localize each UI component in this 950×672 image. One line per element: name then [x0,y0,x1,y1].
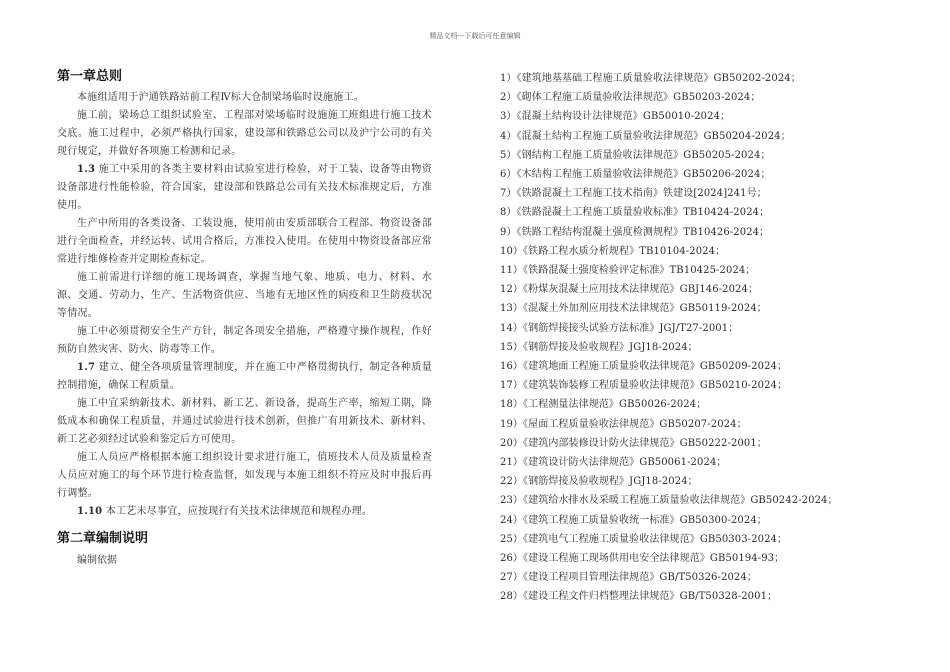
reference-item: 10）《铁路工程水质分析规程》TB10104-2024； [500,245,726,257]
paragraph [57,269,432,323]
section-number: 1.7 [77,362,96,373]
paragraph-text: 施工中采用的各类主要材料由试验室进行检验，对于工装、设备等由物资设备部进行性能检验，符合国家，建设部和铁路总公司有关技术标准规定后，方准使用。 [57,164,432,211]
reference-item: 4）《混凝土结构工程施工质量验收法律规范》GB50204-2024； [500,130,791,142]
reference-item: 18）《工程测量法律规范》GB50026-2024； [500,399,707,411]
reference-item: 9）《铁路工程结构混凝土强度检测规程》TB10426-2024； [500,226,770,238]
paragraph [57,215,432,269]
paragraph-text: 施工中必须贯彻安全生产方针，制定各项安全措施，严格遵守操作规程，作好预防自然灾害、防火、防毒等工作。 [57,326,432,355]
reference-item: 28）《建设工程文件归档整理法律规范》GB/T50328-2001； [500,591,778,603]
reference-item: 15）《钢筋焊接及验收规程》JGJ18-2024； [500,341,698,353]
left-column [57,68,432,570]
reference-item: 21）《建筑设计防火法律规范》GB50061-2024； [500,457,727,469]
reference-item: 7）《铁路混凝土工程施工技术指南》铁建设[2024]241号； [500,188,767,200]
reference-item: 19）《屋面工程质量验收法律规范》GB50207-2024； [500,418,747,430]
paragraph-text: 生产中所用的各类设备、工装设施，使用前由安质部联合工程部、物资设备部进行全面检查，并经运转、试用合格后，方准投入使用。在使用中物资设备部应常常进行维修检查并定期检查标定。 [57,218,432,265]
page-header: 精品文档---下载后可任意编辑 [429,32,521,40]
paragraph [57,323,432,359]
paragraph-text: 施工前需进行详细的施工现场调查，掌握当地气象、地质、电力、材料、水源、交通、劳动力、生产、生活物资供应、当地有无地区性的病疫和卫生防疫状况等情况。 [57,272,432,319]
reference-item: 24）《建筑工程施工质量验收统一标准》GB50300-2024； [500,514,767,526]
paragraph-text: 施工中宜采纳新技术、新材料、新工艺、新设备，提高生产率，缩短工期，降低成本和确保工程质量，并通过试验进行技术创新，但推广有用新技术、新材料、新工艺必须经过试验和鉴定后方可使用。 [57,398,432,445]
paragraph [57,161,432,215]
reference-item: 26）《建设工程施工现场供用电安全法律规范》GB50194-93； [500,553,785,565]
paragraph-text: 施工人员应严格根据本施工组织设计要求进行施工，值班技术人员及质量检查人员应对施工的每个环节进行检查监督，如发现与本施工组织不符应及时申报后再行调整。 [57,452,432,499]
reference-item: 14）《钢筋焊接接头试验方法标准》JGJ/T27-2001； [500,322,739,334]
chapter-1-title: 第一章总则 [57,69,123,84]
reference-item: 2）《砌体工程施工质量验收法律规范》GB50203-2024； [500,92,761,104]
reference-item: 12）《粉煤灰混凝土应用技术法律规范》GBJ146-2024； [500,284,759,296]
paragraph-text: 建立、健全各项质量管理制度，并在施工中严格贯彻执行，制定各种质量控制措施，确保工程质量。 [57,362,432,391]
paragraph [57,503,432,521]
reference-item: 13）《混凝土外加剂应用技术法律规范》GB50119-2024； [500,303,767,315]
paragraph [57,395,432,449]
reference-item: 17）《建筑装饰装修工程质量验收法律规范》GB50210-2024； [500,380,788,392]
chapter-2-title: 第二章编制说明 [57,531,149,546]
paragraph-text: 施工前，梁场总工组织试验室、工程部对梁场临时设施施工班组进行施工技术交底。施工过程中，必须严格执行国家，建设部和铁路总公司以及沪宁公司的有关现行规定，并做好各项施工检测和记录。 [57,110,432,157]
chapter-1-body [57,89,432,521]
paragraph [57,89,432,107]
reference-item: 8）《铁路混凝土工程施工质量验收标准》TB10424-2024； [500,207,770,219]
reference-list [500,69,920,607]
reference-item: 25）《建筑电气工程施工质量验收法律规范》GB50303-2024； [500,533,788,545]
paragraph [57,107,432,161]
reference-item: 11）《铁路混凝土强度检验评定标准》TB10425-2024； [500,265,756,277]
section-number: 1.3 [77,164,96,175]
paragraph [57,449,432,503]
reference-item: 27）《建设工程项目管理法律规范》GB/T50326-2024； [500,572,757,584]
reference-item: 5）《钢结构工程施工质量验收法律规范》GB50205-2024； [500,149,771,161]
reference-item: 23）《建筑给水排水及采暖工程施工质量验收法律规范》GB50242-2024； [500,495,838,507]
compilation-basis-label: 编制依据 [77,555,117,566]
section-number: 1.10 [77,506,103,517]
reference-item: 1）《建筑地基基础工程施工质量验收法律规范》GB50202-2024； [500,73,801,84]
reference-item: 20）《建筑内部装修设计防火法律规范》GB50222-2001； [500,437,767,449]
reference-item: 16）《建筑地面工程施工质量验收法律规范》GB50209-2024； [500,361,788,373]
paragraph-text: 本施组适用于沪通铁路站前工程Ⅳ标大仓制梁场临时设施施工。 [77,92,364,103]
reference-item: 3）《混凝土结构设计法律规范》GB50010-2024； [500,111,731,123]
paragraph-text: 本工艺未尽事宜，应按现行有关技术法律规范和规程办理。 [102,506,373,517]
reference-item: 22）《钢筋焊接及验收规程》JGJ18-2024； [500,476,698,488]
reference-item: 6）《木结构工程施工质量验收法律规范》GB50206-2024； [500,169,771,181]
paragraph [57,359,432,395]
